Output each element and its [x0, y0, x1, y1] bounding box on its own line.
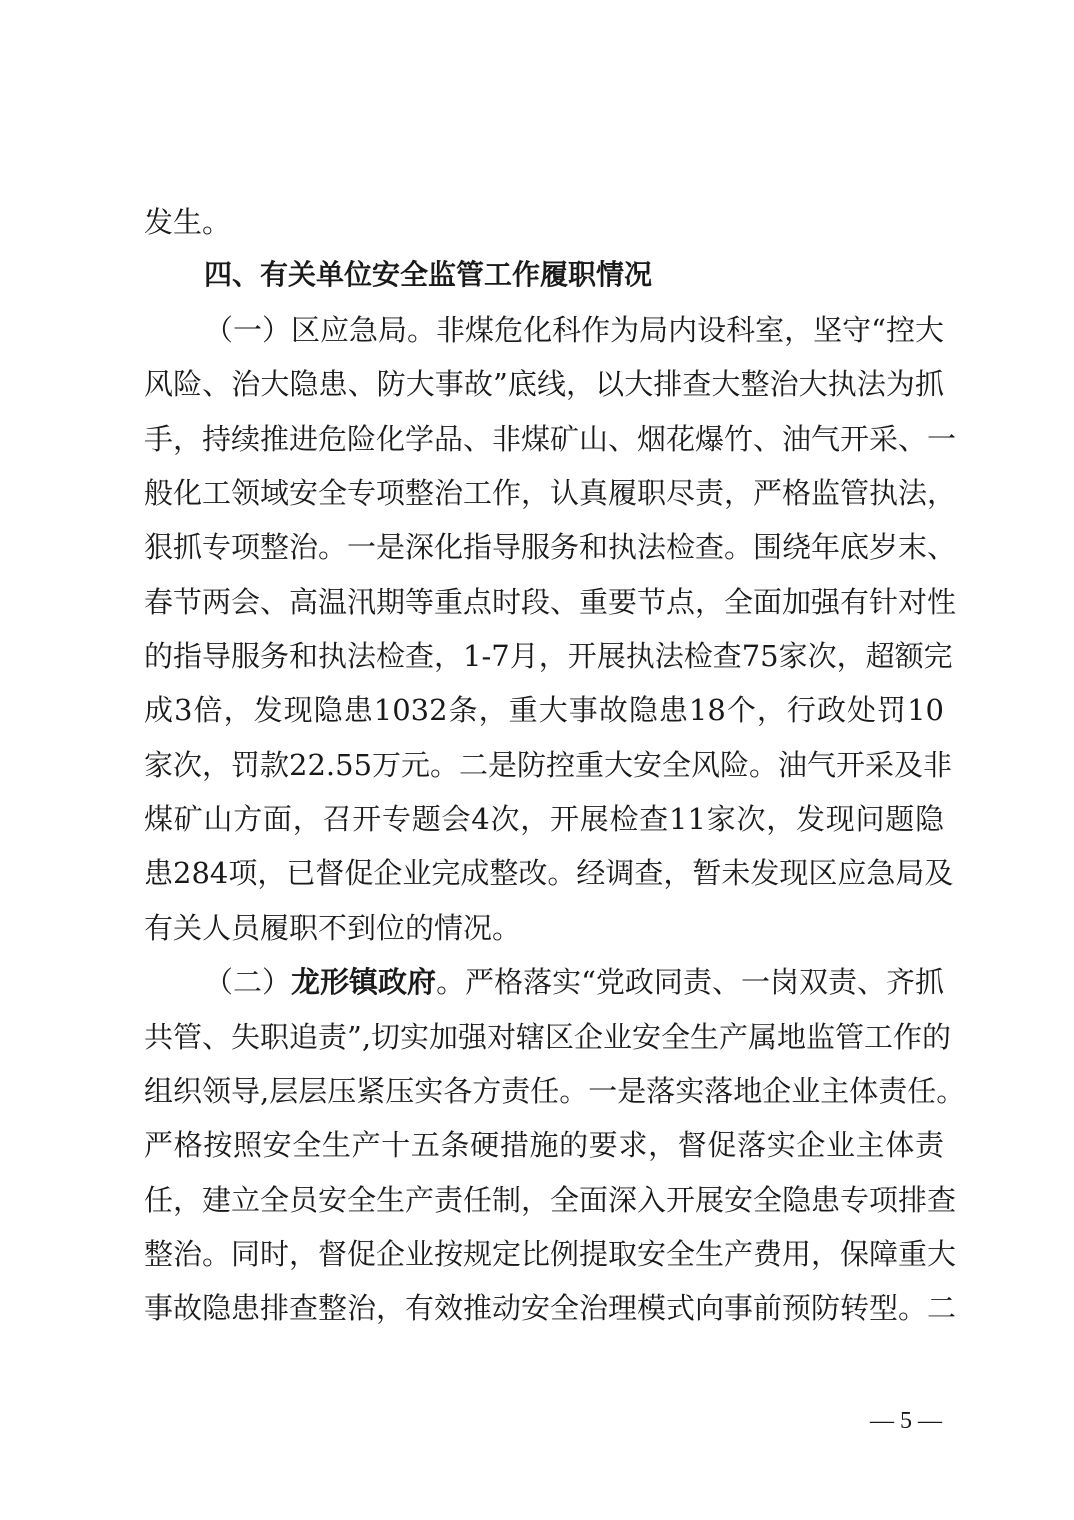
text-line: 共管、失职追责”,切实加强对辖区企业安全生产属地监管工作的 [144, 1020, 952, 1054]
text-line: 成3倍，发现隐患1032条，重大事故隐患18个，行政处罚10 [144, 693, 944, 727]
text-line: 整治。同时，督促企业按规定比例提取安全生产费用，保障重大 [144, 1237, 957, 1271]
text-line: 风险、治大隐患、防大事故”底线，以大排查大整治大执法为抓 [144, 367, 944, 401]
text-line: 家次，罚款22.55万元。二是防控重大安全风险。油气开采及非 [144, 748, 953, 782]
text-line: 春节两会、高温汛期等重点时段、重要节点，全面加强有针对性 [144, 585, 957, 619]
subsection-number: （二） [204, 965, 292, 999]
text-line: 手，持续推进危险化学品、非煤矿山、烟花爆竹、油气开采、一 [144, 422, 957, 456]
page-number: — 5 — [870, 1408, 942, 1434]
text-line: 发生。 [144, 205, 232, 239]
text-line: 任，建立全员安全生产责任制，全面深入开展安全隐患专项排查 [144, 1183, 957, 1217]
text-line: 狠抓专项整治。一是深化指导服务和执法检查。围绕年底岁末、 [144, 530, 957, 564]
text-line: 般化工领域安全专项整治工作，认真履职尽责，严格监管执法， [144, 476, 957, 510]
text-line: 有关人员履职不到位的情况。 [144, 911, 522, 945]
text-line: 煤矿山方面，召开专题会4次，开展检查11家次，发现问题隐 [144, 802, 944, 836]
text-line: 患284项，已督促企业完成整改。经调查，暂未发现区应急局及 [144, 856, 954, 890]
text-line: 事故隐患排查整治，有效推动安全治理模式向事前预防转型。二 [144, 1291, 957, 1325]
text-line: 组织领导,层层压紧压实各方责任。一是落实落地企业主体责任。 [144, 1074, 966, 1108]
text-run: 。严格落实“党政同责、一岗双责、齐抓 [436, 965, 944, 999]
text-line: 严格按照安全生产十五条硬措施的要求，督促落实企业主体责 [144, 1128, 944, 1162]
text-line: 的指导服务和执法检查，1-7月，开展执法检查75家次，超额完 [144, 639, 953, 673]
subsection-title: 龙形镇政府 [291, 965, 437, 999]
paragraph-first-line [204, 962, 944, 1002]
text-line: （一）区应急局。非煤危化科作为局内设科室，坚守“控大 [204, 313, 944, 347]
section-heading: 四、有关单位安全监管工作履职情况 [204, 258, 653, 291]
